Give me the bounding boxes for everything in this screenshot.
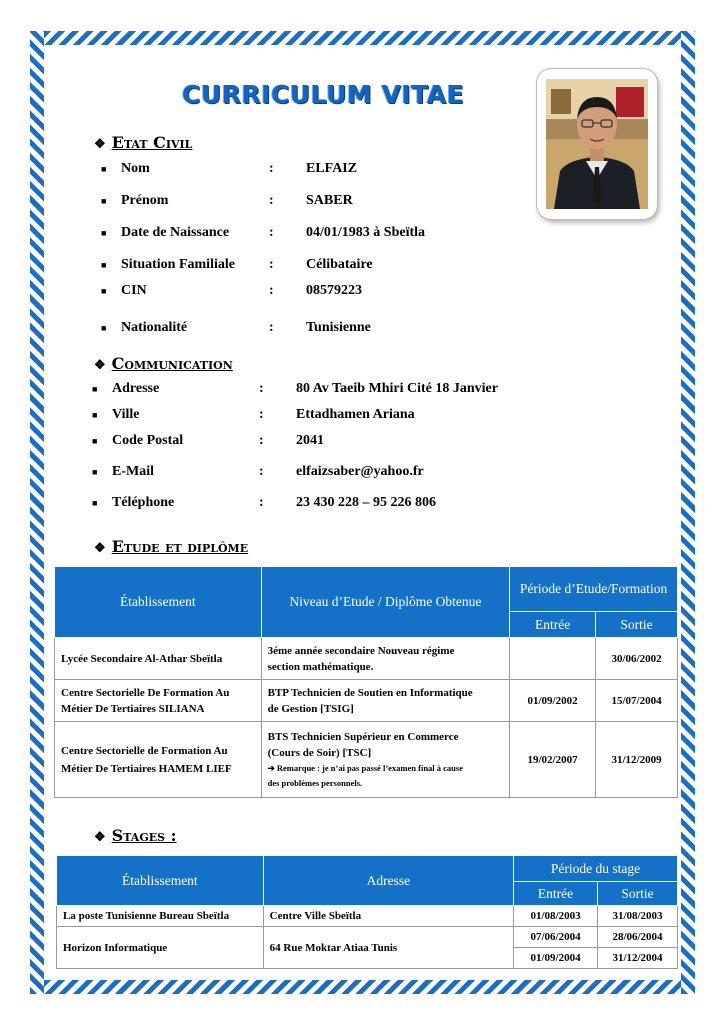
cell-entree: 01/09/2004: [514, 948, 598, 969]
separator: :: [259, 495, 264, 510]
cell-etab: [55, 680, 262, 722]
cell-etab: Lycée Secondaire Al-Athar Sbeïtla: [55, 638, 262, 680]
value-code-postal: 2041: [296, 433, 324, 448]
section-etude: [94, 537, 248, 556]
section-etat-civil: [94, 133, 192, 152]
diamond-bullet-icon: ❖: [94, 358, 106, 373]
cell-sortie: 31/08/2003: [598, 906, 678, 927]
border-right: [681, 31, 695, 994]
square-bullet-icon: ■: [92, 498, 98, 508]
col-header: Adresse: [263, 856, 513, 906]
stages-table: [56, 855, 678, 969]
cell-sortie: 31/12/2004: [598, 948, 678, 969]
square-bullet-icon: ■: [92, 436, 98, 446]
remark-line: [268, 763, 504, 774]
section-heading: Etat Civil: [111, 133, 193, 152]
label-telephone: Téléphone: [112, 495, 175, 510]
cell-line: Métier De Tertiaires HAMEM LIEF: [61, 762, 232, 775]
table-row: [55, 680, 678, 722]
person-portrait-icon: [546, 79, 648, 209]
table-header-row: [57, 856, 678, 882]
cell-etab: Horizon Informatique: [57, 927, 264, 969]
photo-frame: [537, 69, 657, 219]
cell-niveau: [261, 680, 510, 722]
label-date-naissance: Date de Naissance: [121, 225, 230, 240]
cell-entree: 19/02/2007: [510, 722, 596, 798]
separator: :: [269, 225, 274, 240]
section-heading: Etude et diplôme: [111, 537, 249, 556]
col-header: Période du stage: [514, 856, 678, 882]
col-header: Période d’Etude/Formation: [510, 567, 678, 612]
label-nationalite: Nationalité: [121, 320, 188, 335]
page-title: CURRICULUM VITAE: [182, 80, 465, 109]
square-bullet-icon: ■: [92, 384, 98, 394]
cell-adresse: 64 Rue Moktar Atiaa Tunis: [263, 927, 513, 969]
border-left: [30, 31, 44, 994]
cell-entree: 01/08/2003: [514, 906, 598, 927]
table-row: [57, 927, 678, 948]
table-row: [55, 722, 678, 798]
table-header-row: [55, 567, 678, 612]
separator: :: [269, 161, 274, 176]
diamond-bullet-icon: ❖: [94, 830, 106, 845]
section-stages: [94, 826, 177, 845]
square-bullet-icon: ■: [92, 467, 98, 477]
table-row: [55, 638, 678, 680]
separator: :: [269, 320, 274, 335]
square-bullet-icon: ■: [101, 323, 107, 333]
value-situation: Célibataire: [306, 257, 373, 272]
cell-sortie: 30/06/2002: [596, 638, 678, 680]
label-situation: Situation Familiale: [121, 257, 235, 272]
cell-sortie: 15/07/2004: [596, 680, 678, 722]
arrow-right-icon: ➔: [267, 763, 277, 773]
square-bullet-icon: ■: [101, 164, 107, 174]
cell-entree: [510, 638, 596, 680]
border-bottom: [30, 980, 695, 994]
section-heading: Communication: [111, 354, 233, 373]
diamond-bullet-icon: ❖: [94, 541, 106, 556]
separator: :: [259, 407, 264, 422]
diamond-bullet-icon: ❖: [94, 137, 106, 152]
label-code-postal: Code Postal: [112, 433, 184, 448]
cell-sortie: 28/06/2004: [598, 927, 678, 948]
border-top: [30, 31, 695, 45]
col-header: Établissement: [57, 856, 264, 906]
value-nationalite: Tunisienne: [306, 320, 371, 335]
value-prenom: SABER: [306, 193, 353, 208]
cell-niveau: [261, 638, 510, 680]
col-header: Entrée: [514, 882, 598, 906]
separator: :: [269, 283, 274, 298]
cell-etab: La poste Tunisienne Bureau Sbeïtla: [57, 906, 264, 927]
label-cin: CIN: [121, 283, 147, 298]
section-communication: [94, 354, 233, 373]
separator: :: [269, 193, 274, 208]
remark-line: des problèmes personnels.: [267, 778, 363, 788]
square-bullet-icon: ■: [92, 410, 98, 420]
cell-line: 3éme année secondaire Nouveau régime: [267, 644, 455, 657]
square-bullet-icon: ■: [101, 196, 107, 206]
cell-line: (Cours de Soir) [TSC]: [267, 747, 372, 759]
label-adresse: Adresse: [112, 381, 160, 396]
value-email: elfaizsaber@yahoo.fr: [296, 464, 424, 479]
value-date-naissance: 04/01/1983 à Sbeïtla: [306, 225, 426, 240]
cell-line: Centre Sectorielle de Formation Au: [61, 744, 228, 757]
label-nom: Nom: [121, 161, 150, 176]
separator: :: [259, 381, 264, 396]
cell-etab: [55, 722, 262, 798]
table-row: [57, 906, 678, 927]
col-header: Niveau d’Etude / Diplôme Obtenue: [261, 567, 510, 638]
square-bullet-icon: ■: [101, 228, 107, 238]
value-adresse: 80 Av Taeib Mhiri Cité 18 Janvier: [296, 381, 498, 396]
value-ville: Ettadhamen Ariana: [296, 407, 415, 422]
cell-sortie: 31/12/2009: [596, 722, 678, 798]
label-email: E-Mail: [112, 464, 154, 479]
cell-entree: 07/06/2004: [514, 927, 598, 948]
cell-line: Centre Sectorielle De Formation Au: [61, 686, 230, 699]
col-header: Sortie: [598, 882, 678, 906]
remark-text: Remarque : je n’ai pas passé l’examen final à cause: [276, 763, 463, 773]
cell-line: BTP Technicien de Soutien en Informatique: [267, 686, 473, 699]
label-prenom: Prénom: [121, 193, 169, 208]
cell-entree: 01/09/2002: [510, 680, 596, 722]
value-cin: 08579223: [306, 283, 362, 298]
etude-table: [54, 566, 678, 798]
label-ville: Ville: [112, 407, 140, 422]
cell-adresse: Centre Ville Sbeïtla: [263, 906, 513, 927]
value-nom: ELFAIZ: [306, 161, 358, 176]
separator: :: [269, 257, 274, 272]
separator: :: [259, 464, 264, 479]
square-bullet-icon: ■: [101, 260, 107, 270]
cell-line: de Gestion [TSIG]: [267, 702, 354, 715]
section-heading: Stages :: [111, 826, 177, 845]
col-header: Entrée: [510, 612, 596, 638]
cell-line: Métier De Tertiaires SILIANA: [61, 702, 205, 715]
cell-line: BTS Technicien Supérieur en Commerce: [267, 731, 459, 743]
cell-line: section mathématique.: [267, 660, 374, 673]
value-telephone: 23 430 228 – 95 226 806: [296, 495, 436, 510]
cell-niveau: [261, 722, 510, 798]
col-header: Sortie: [596, 612, 678, 638]
separator: :: [259, 433, 264, 448]
square-bullet-icon: ■: [101, 286, 107, 296]
col-header: Établissement: [55, 567, 262, 638]
